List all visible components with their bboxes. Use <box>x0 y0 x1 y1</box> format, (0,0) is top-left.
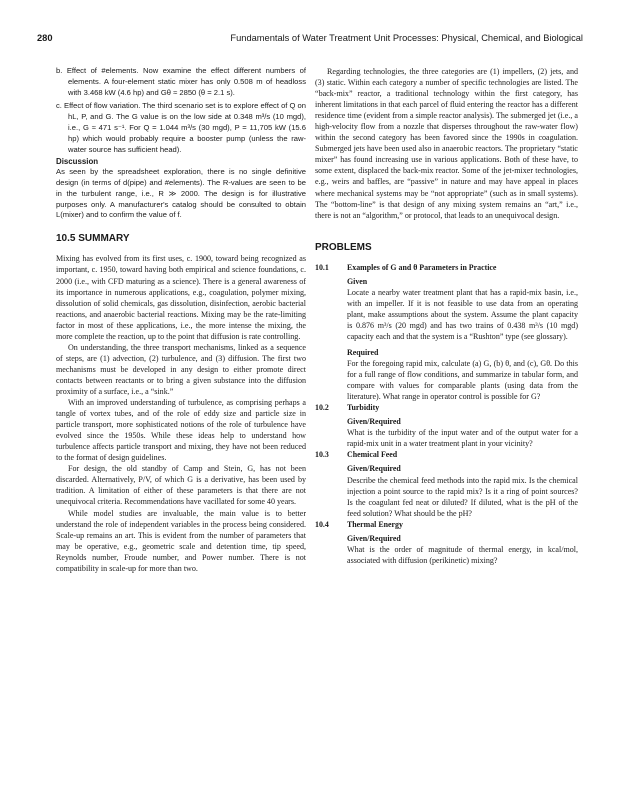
problem-text: What is the turbidity of the input water and of the output water for a rapid-mix unit in a water treatment plant in your vicinity? <box>347 428 578 449</box>
problem-label: Given/Required <box>347 417 401 427</box>
problem-title: Examples of G and θ Parameters in Practice <box>347 262 497 272</box>
problem-10-3 <box>315 449 578 518</box>
problem-text: For the foregoing rapid mix, calculate (a) G, (b) θ, and (c), Gθ. Do this for a full range of flow conditions, and summarize in tabular form, and compare with values for comparable plants (using data from the literature). What range in operator control is possible for G? <box>347 359 578 402</box>
problem-number: 10.2 <box>315 403 329 413</box>
problem-number: 10.1 <box>315 262 329 272</box>
problem-10-2 <box>315 402 578 449</box>
technologies-paragraph: Regarding technologies, the three categories are (1) impellers, (2) jets, and (3) static. Within each category a number of specific technologies are listed. The “back-mix” reactor, a traditional technology within the first category, has inherent limitations in that each parcel of fluid entering the reactor has a different residence time (evident from a simple reactor analysis). The submerged jet (i.e., a high-velocity flow from a nozzle that disperses throughout the raw-water flow) within the second category has been favored since the 1990s in coagulation. Submerged jets have been used also in anaerobic reactors. The proprietary “static mixer” has found increasing use in various applications. Both of these have, to some extent, displaced the back-mix reactor. Some of the jet-mixer technologies, e.g., weirs and baffles, are “passive” in nature and may have appeal in places where mechanical systems may be “not appropriate” (such as in small systems). The “bottom-line” is that design of any mixing system remains an “art,” i.e., there is not an “algorithm,” or protocol, that leads to an unequivocal design. <box>315 67 578 220</box>
summary-paragraph: On understanding, the three transport mechanisms, linked as a sequence of steps, are (1) advection, (2) turbulence, and (3) diffusion. The first two mechanisms must be developed in any design to either promote direct contacts between reactants or to bring a given substance into the diffusion proximity of a surface, i.e., a “sink.” <box>56 342 306 396</box>
discussion-text: As seen by the spreadsheet exploration, there is no single definitive design (in terms of d(pipe) and #elements). The R-values are seen to be in the turbulent range, i.e., R ≫ 2000. The design is for illustrative purposes only. A manufacturer's catalog should be consulted to obtain L(mixer) and to confirm the value of f. <box>56 166 306 220</box>
problems-heading: PROBLEMS <box>315 241 372 253</box>
problem-number: 10.3 <box>315 450 329 460</box>
page-header <box>37 33 583 49</box>
page-number: 280 <box>37 33 53 43</box>
problem-label: Given <box>347 276 368 286</box>
summary-heading: 10.5 SUMMARY <box>56 233 130 245</box>
problem-title: Turbidity <box>347 403 380 413</box>
discussion-heading: Discussion <box>56 156 99 166</box>
problem-title: Thermal Energy <box>347 519 403 529</box>
problem-10-1 <box>315 262 578 403</box>
problem-text: Locate a nearby water treatment plant that has a rapid-mix basin, i.e., with an impeller. If it is not feasible to use data from an operating plant, make assumptions about the system. Assume the plant capacity is 0.876 m³/s (20 mgd) and has two trains of 0.438 m³/s (10 mgd) capacity each and that the system is a “Rushton” type (see glossary). <box>347 287 578 341</box>
summary-paragraph: Mixing has evolved from its first uses, c. 1900, toward being recognized as important, c. 1950, toward having both empirical and science foundations, c. 2000 (i.e., with CFD maturing as a science). There is a general awareness of its importance in numerous applications, e.g., coagulation, polymer mixing, dissolution of solid chemicals, gas dissolution, disinfection, aerobic bacterial reactions, and anaerobic bacterial reactions. Mixing may be the rate-limiting factor in most of these applications, i.e., the more intense the mixing, the more complete the reaction, up to the point that diffusion is rate controlling. <box>56 254 306 341</box>
problem-text: What is the order of magnitude of thermal energy, in kcal/mol, associated with diffusion (perikinetic) mixing? <box>347 544 578 565</box>
problem-label: Given/Required <box>347 464 401 474</box>
problem-number: 10.4 <box>315 519 329 529</box>
summary-paragraph: For design, the old standby of Camp and Stein, G, has not been discarded. Alternatively, P/V, of which G is a derivative, has been used by tradition. A limitation of either of these parameters is that there are not unequivocal criteria. Recommendations have vacillated for some 40 years. <box>56 464 306 507</box>
left-column <box>56 66 306 574</box>
problem-10-4 <box>315 519 578 566</box>
problem-text: Describe the chemical feed methods into the rapid mix. Is the chemical injection a point source to the rapid mix? Is it a ring of point sources? Is the coagulant fed neat or diluted? If diluted, what is the pH of the feed solution? What should be the pH? <box>347 475 578 518</box>
summary-paragraph: With an improved understanding of turbulence, as comprising perhaps a tangle of vortex tubes, and of the role of eddy size and particle size in particle transport, more sophisticated notions of the role of turbulence have evolved since the 1950s. While these ideas help to understand how turbulence affects particle transport and mixing, they have not been reduced to the format of design guidelines. <box>56 398 306 463</box>
running-title: Fundamentals of Water Treatment Unit Processes: Physical, Chemical, and Biological <box>230 33 583 43</box>
problem-label: Given/Required <box>347 533 401 543</box>
problem-label: Required <box>347 347 379 357</box>
problem-title: Chemical Feed <box>347 450 398 460</box>
list-item: b. Effect of #elements. Now examine the effect different numbers of elements. A four-element static mixer has only 0.508 m of headloss with 3.468 kW (4.6 hp) and Gθ ≈ 2850 (θ = 2.1 s). <box>56 66 306 97</box>
right-column <box>315 66 578 566</box>
list-item: c. Effect of flow variation. The third scenario set is to explore effect of Q on hL, P, and G. The G value is on the low side at 0.348 m³/s (10 mgd), i.e., G ≈ 471 s⁻¹. For Q = 1.044 m³/s (30 mgd), P = 11,705 kW (15.6 hp) which would probably require a booster pump (unless the raw-water source has sufficient head). <box>56 100 306 154</box>
summary-paragraph: While model studies are invaluable, the main value is to better understand the role of independent variables in the process being considered. Scale-up remains an art. This is evident from the number of parameters that may be operative, e.g., geometric scale and detention time, tip speed, Reynolds number, Froude number, and Power number. There is not compatibility in scale-up for more than two. <box>56 508 306 573</box>
